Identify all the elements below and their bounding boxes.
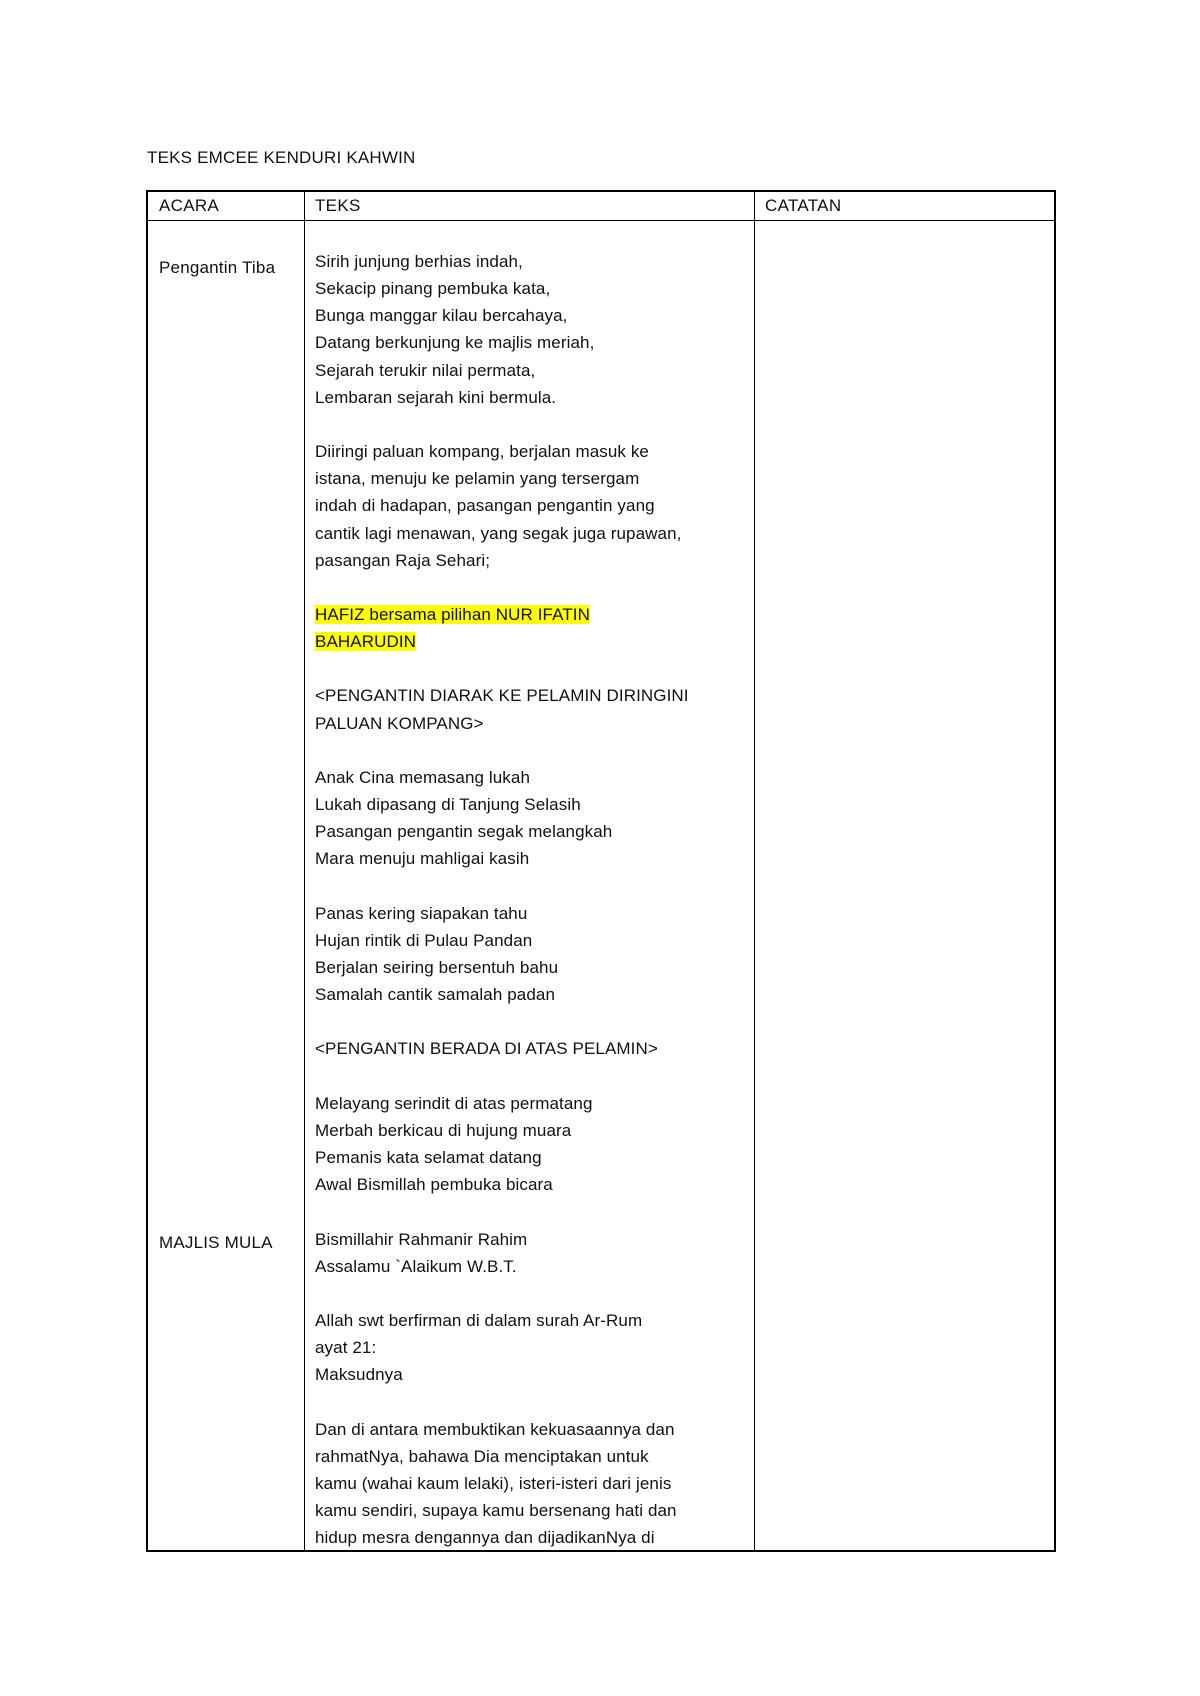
blank-line <box>315 1198 747 1225</box>
blank-line <box>315 1280 747 1307</box>
header-acara: ACARA <box>159 196 220 215</box>
acara-majlis-mula: MAJLIS MULA <box>159 1233 273 1252</box>
teks-line <box>315 1497 747 1524</box>
teks-line-text: <PENGANTIN DIARAK KE PELAMIN DIRINGINI <box>315 686 689 706</box>
teks-line <box>315 275 747 302</box>
header-teks: TEKS <box>315 196 361 215</box>
teks-line <box>315 628 747 655</box>
teks-line-text: Pasangan pengantin segak melangkah <box>315 822 613 842</box>
teks-line-text: Lembaran sejarah kini bermula. <box>315 387 557 407</box>
teks-line <box>315 1253 747 1280</box>
column-divider <box>754 192 755 1550</box>
blank-line <box>315 737 747 764</box>
teks-line <box>315 438 747 465</box>
header-divider <box>148 220 1054 221</box>
teks-line-text: indah di hadapan, pasangan pengantin yang <box>315 496 655 516</box>
teks-line-text: Datang berkunjung ke majlis meriah, <box>315 333 595 353</box>
teks-line <box>315 1524 747 1551</box>
blank-line <box>315 873 747 900</box>
teks-line <box>315 927 747 954</box>
teks-line <box>315 1443 747 1470</box>
blank-line <box>315 411 747 438</box>
teks-line-text: Pemanis kata selamat datang <box>315 1148 542 1168</box>
teks-line-text: Merbah berkicau di hujung muara <box>315 1120 572 1140</box>
teks-line <box>315 710 747 737</box>
blank-line <box>315 655 747 682</box>
teks-line-text: Awal Bismillah pembuka bicara <box>315 1175 553 1195</box>
highlighted-names: BAHARUDIN <box>315 632 417 652</box>
teks-line-text: Berjalan seiring bersentuh bahu <box>315 957 559 977</box>
teks-line <box>315 1416 747 1443</box>
teks-line <box>315 682 747 709</box>
teks-line-text: rahmatNya, bahawa Dia menciptakan untuk <box>315 1446 649 1466</box>
teks-line-text: Mara menuju mahligai kasih <box>315 849 530 869</box>
emcee-script-table <box>146 190 1056 1552</box>
teks-line <box>315 1144 747 1171</box>
teks-line-text: Allah swt berfirman di dalam surah Ar-Rum <box>315 1310 643 1330</box>
teks-line <box>315 601 747 628</box>
teks-line <box>315 520 747 547</box>
teks-line-text: Bismillahir Rahmanir Rahim <box>315 1229 528 1249</box>
teks-line <box>315 791 747 818</box>
teks-line-text: Hujan rintik di Pulau Pandan <box>315 930 533 950</box>
teks-line <box>315 900 747 927</box>
teks-line <box>315 384 747 411</box>
teks-line-text: Sejarah terukir nilai permata, <box>315 360 536 380</box>
teks-line <box>315 1171 747 1198</box>
teks-line <box>315 981 747 1008</box>
teks-line-text: hidup mesra dengannya dan dijadikanNya di <box>315 1528 655 1548</box>
teks-line-text: <PENGANTIN BERADA DI ATAS PELAMIN> <box>315 1039 658 1059</box>
blank-line <box>315 1063 747 1090</box>
teks-line-text: istana, menuju ke pelamin yang tersergam <box>315 469 640 489</box>
teks-line <box>315 547 747 574</box>
teks-line-text: Dan di antara membuktikan kekuasaannya dan <box>315 1419 675 1439</box>
teks-line <box>315 329 747 356</box>
teks-line <box>315 1090 747 1117</box>
teks-line-text: Maksudnya <box>315 1365 403 1385</box>
teks-line-text: Assalamu `Alaikum W.B.T. <box>315 1256 517 1276</box>
teks-content <box>315 248 747 1551</box>
teks-line-text: Samalah cantik samalah padan <box>315 985 556 1005</box>
header-catatan: CATATAN <box>765 196 842 215</box>
teks-line <box>315 954 747 981</box>
highlighted-names: HAFIZ bersama pilihan NUR IFATIN <box>315 605 590 624</box>
teks-line <box>315 302 747 329</box>
teks-line <box>315 1361 747 1388</box>
teks-line-text: Anak Cina memasang lukah <box>315 767 531 787</box>
teks-line <box>315 248 747 275</box>
teks-line-text: ayat 21: <box>315 1338 377 1358</box>
teks-line <box>315 1334 747 1361</box>
teks-line-text: kamu (wahai kaum lelaki), isteri-isteri dari jenis <box>315 1473 672 1493</box>
teks-line-text: Sirih junjung berhias indah, <box>315 252 523 271</box>
teks-line <box>315 764 747 791</box>
teks-line-text: PALUAN KOMPANG> <box>315 713 484 733</box>
acara-pengantin-tiba: Pengantin Tiba <box>159 258 276 277</box>
teks-line <box>315 357 747 384</box>
teks-line <box>315 1226 747 1253</box>
teks-line-text: Bunga manggar kilau bercahaya, <box>315 306 568 326</box>
blank-line <box>315 1388 747 1415</box>
document-title: TEKS EMCEE KENDURI KAHWIN <box>147 148 416 167</box>
teks-line-text: kamu sendiri, supaya kamu bersenang hati dan <box>315 1501 677 1521</box>
teks-line <box>315 818 747 845</box>
teks-line <box>315 1307 747 1334</box>
teks-line <box>315 465 747 492</box>
teks-line-text: cantik lagi menawan, yang segak juga rupawan, <box>315 523 682 543</box>
teks-line <box>315 1470 747 1497</box>
teks-line-text: Panas kering siapakan tahu <box>315 903 528 923</box>
teks-line <box>315 845 747 872</box>
teks-line <box>315 1035 747 1062</box>
column-divider <box>304 192 305 1550</box>
teks-line-text: Sekacip pinang pembuka kata, <box>315 279 551 299</box>
teks-line-text: Melayang serindit di atas permatang <box>315 1093 593 1113</box>
teks-line <box>315 492 747 519</box>
teks-line-text: pasangan Raja Sehari; <box>315 550 491 570</box>
teks-line-text: Lukah dipasang di Tanjung Selasih <box>315 795 581 815</box>
teks-line-text: Diiringi paluan kompang, berjalan masuk ke <box>315 442 649 462</box>
blank-line <box>315 1008 747 1035</box>
teks-line <box>315 1117 747 1144</box>
blank-line <box>315 574 747 601</box>
